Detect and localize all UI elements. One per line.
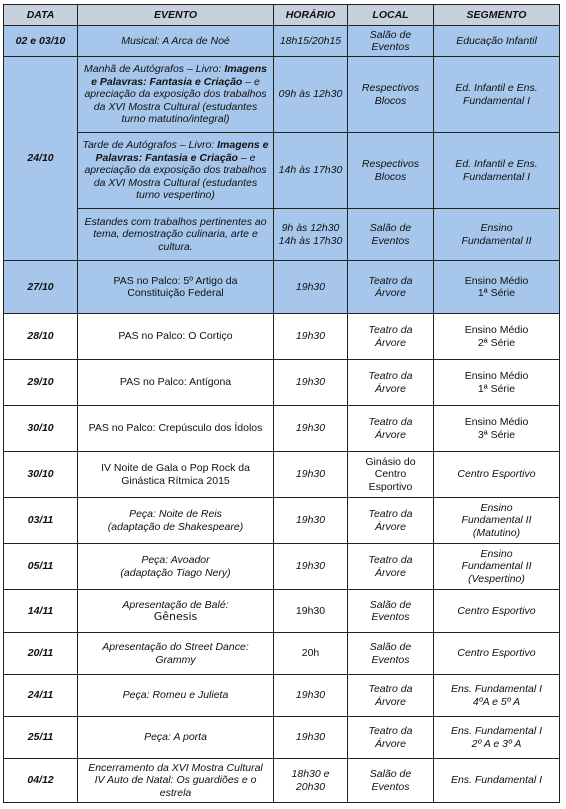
row-event <box>78 590 274 633</box>
row-place: Teatro da Árvore <box>348 675 434 717</box>
event-line-1: Apresentação de Balé: <box>122 598 229 611</box>
row-time: 14h às 17h30 <box>274 133 348 209</box>
table-row <box>4 26 560 57</box>
row-date: 24/11 <box>4 675 78 717</box>
row-date: 24/10 <box>4 57 78 261</box>
row-segment: Ensino Médio 1ª Série <box>434 261 560 314</box>
header-segment: SEGMENTO <box>434 5 560 26</box>
table-row <box>4 133 560 209</box>
book-title: Imagens e Palavras: Fantasia e Criação <box>95 139 269 164</box>
row-segment: Ensino Fundamental II <box>434 209 560 261</box>
table-row <box>4 57 560 133</box>
row-place: Teatro da Árvore <box>348 360 434 406</box>
row-segment: Centro Esportivo <box>434 590 560 633</box>
row-date: 28/10 <box>4 314 78 360</box>
table-row <box>4 452 560 498</box>
row-date: 30/10 <box>4 452 78 498</box>
row-time: 19h30 <box>274 360 348 406</box>
header-row <box>4 5 560 26</box>
row-event: Estandes com trabalhos pertinentes ao tema, demostração culinaria, arte e cultura. <box>78 209 274 261</box>
row-segment: Ensino Médio 3ª Série <box>434 406 560 452</box>
schedule-table <box>3 4 560 803</box>
row-place: Salão de Eventos <box>348 590 434 633</box>
row-segment: Ensino Médio 2ª Série <box>434 314 560 360</box>
row-time: 18h15/20h15 <box>274 26 348 57</box>
row-segment: Ens. Fundamental I 2º A e 3º A <box>434 717 560 759</box>
row-event: IV Noite de Gala o Pop Rock da Ginástica Rítmica 2015 <box>78 452 274 498</box>
header-date: DATA <box>4 5 78 26</box>
row-date: 20/11 <box>4 633 78 675</box>
row-event: Peça: Avoador (adaptação Tiago Nery) <box>78 544 274 590</box>
event-intro: Manhã de Autógrafos – Livro: <box>84 63 222 76</box>
row-event: Encerramento da XVI Mostra Cultural IV Auto de Natal: Os guardiões e o estrela <box>78 759 274 803</box>
row-time: 19h30 <box>274 406 348 452</box>
book-title: Imagens e Palavras: Fantasia e Criação <box>91 63 267 88</box>
row-event: Musical: A Arca de Noé <box>78 26 274 57</box>
row-segment: Ensino Médio 1ª Série <box>434 360 560 406</box>
table-row <box>4 633 560 675</box>
row-place: Teatro da Árvore <box>348 544 434 590</box>
row-place: Salão de Eventos <box>348 209 434 261</box>
table-row <box>4 406 560 452</box>
row-time: 19h30 <box>274 498 348 544</box>
table-row <box>4 759 560 803</box>
row-event: PAS no Palco: Crepúsculo dos Ídolos <box>78 406 274 452</box>
table-row <box>4 209 560 261</box>
row-event <box>78 57 274 133</box>
row-time: 18h30 e 20h30 <box>274 759 348 803</box>
row-time: 19h30 <box>274 314 348 360</box>
row-event <box>78 133 274 209</box>
row-time: 9h às 12h30 14h às 17h30 <box>274 209 348 261</box>
row-time: 19h30 <box>274 544 348 590</box>
row-place: Salão de Eventos <box>348 26 434 57</box>
row-event: Peça: A porta <box>78 717 274 759</box>
row-place: Respectivos Blocos <box>348 133 434 209</box>
event-rest: – e apreciação da exposição dos trabalhos da XVI Mostra Cultural (estudantes turno vespertino) <box>84 151 267 202</box>
row-segment: Ed. Infantil e Ens. Fundamental I <box>434 133 560 209</box>
event-line-2: Gênesis <box>153 610 198 623</box>
row-segment: Ensino Fundamental II (Matutino) <box>434 498 560 544</box>
row-segment: Ed. Infantil e Ens. Fundamental I <box>434 57 560 133</box>
row-event: Apresentação do Street Dance: Grammy <box>78 633 274 675</box>
row-event: PAS no Palco: Antígona <box>78 360 274 406</box>
row-date: 04/12 <box>4 759 78 803</box>
row-date: 03/11 <box>4 498 78 544</box>
header-event: EVENTO <box>78 5 274 26</box>
table-row <box>4 544 560 590</box>
row-segment: Ens. Fundamental I <box>434 759 560 803</box>
row-date: 29/10 <box>4 360 78 406</box>
row-event: PAS no Palco: O Cortiço <box>78 314 274 360</box>
row-date: 14/11 <box>4 590 78 633</box>
row-event: Peça: Romeu e Julieta <box>78 675 274 717</box>
row-place: Teatro da Árvore <box>348 406 434 452</box>
table-row <box>4 675 560 717</box>
row-event: PAS no Palco: 5º Artigo da Constituição Federal <box>78 261 274 314</box>
row-date: 27/10 <box>4 261 78 314</box>
event-intro: Tarde de Autógrafos – Livro: <box>82 139 218 152</box>
row-time: 19h30 <box>274 261 348 314</box>
row-time: 19h30 <box>274 452 348 498</box>
table-row <box>4 360 560 406</box>
row-segment: Ens. Fundamental I 4ºA e 5º A <box>434 675 560 717</box>
row-place: Respectivos Blocos <box>348 57 434 133</box>
table-row <box>4 314 560 360</box>
row-place: Salão de Eventos <box>348 633 434 675</box>
event-rest: – e apreciação da exposição dos trabalhos da XVI Mostra Cultural (estudantes turno matutino/integral) <box>84 75 267 126</box>
row-date: 05/11 <box>4 544 78 590</box>
row-place: Ginásio do Centro Esportivo <box>348 452 434 498</box>
row-segment: Centro Esportivo <box>434 633 560 675</box>
table-row <box>4 590 560 633</box>
row-segment: Educação Infantil <box>434 26 560 57</box>
row-time: 19h30 <box>274 590 348 633</box>
row-event: Peça: Noite de Reis (adaptação de Shakespeare) <box>78 498 274 544</box>
header-time: HORÁRIO <box>274 5 348 26</box>
row-place: Teatro da Árvore <box>348 498 434 544</box>
table-row <box>4 261 560 314</box>
row-time: 19h30 <box>274 717 348 759</box>
row-place: Teatro da Árvore <box>348 314 434 360</box>
table-row <box>4 498 560 544</box>
table-row <box>4 717 560 759</box>
row-place: Teatro da Árvore <box>348 261 434 314</box>
row-date: 30/10 <box>4 406 78 452</box>
row-segment: Centro Esportivo <box>434 452 560 498</box>
row-place: Salão de Eventos <box>348 759 434 803</box>
row-time: 09h às 12h30 <box>274 57 348 133</box>
header-place: LOCAL <box>348 5 434 26</box>
row-time: 19h30 <box>274 675 348 717</box>
row-date: 25/11 <box>4 717 78 759</box>
row-time: 20h <box>274 633 348 675</box>
row-date: 02 e 03/10 <box>4 26 78 57</box>
row-segment: Ensino Fundamental II (Vespertino) <box>434 544 560 590</box>
row-place: Teatro da Árvore <box>348 717 434 759</box>
